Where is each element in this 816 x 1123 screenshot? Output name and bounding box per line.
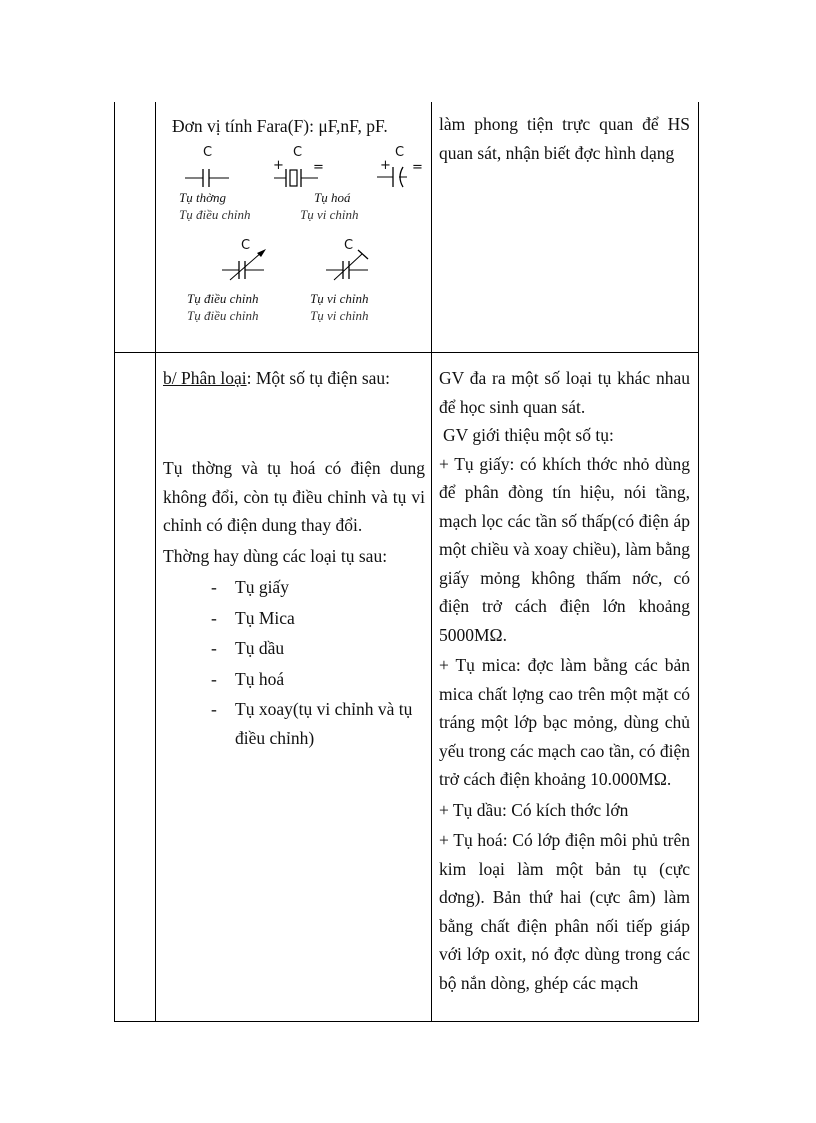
caption-trimmer: Tụ vi chỉnh: [310, 291, 369, 306]
electrolytic-capacitor-icon: [274, 166, 324, 190]
plus-sign: +: [273, 158, 284, 173]
caption-trimmer-cut: Tụ vi chỉnh: [310, 308, 369, 323]
table-row-divider: [114, 352, 699, 353]
mica-capacitor-paragraph: + Tụ mica: đợc làm bằng các bản mica chất lợng cao trên một mặt có tráng một lớp bạc mỏng, dùng chủ yếu trong các mạch cao tần, có điện trở cách điện khoảng 10.000MΩ.: [439, 655, 690, 789]
classification-heading: [163, 364, 425, 393]
list-item: - Tụ xoay(tụ vi chỉnh và tụ điều chỉnh): [211, 695, 425, 752]
c-label: C: [293, 145, 303, 160]
table-border-bottom: [114, 1021, 699, 1022]
list-item: - Tụ dầu: [211, 634, 425, 663]
plus-sign: +: [380, 158, 391, 173]
adjustable-capacitor-icon: [222, 246, 272, 282]
teacher-introduces-paragraph: GV giới thiệu một số tụ:: [443, 425, 614, 445]
table-border-right: [698, 102, 699, 1022]
table-border-left: [114, 102, 115, 1022]
c-label: C: [395, 145, 405, 160]
c-label: C: [344, 238, 354, 253]
caption-electrolytic: Tụ hoá: [314, 190, 351, 205]
c-label: C: [241, 238, 251, 253]
oil-capacitor-paragraph: + Tụ dầu: Có kích thớc lớn: [439, 799, 629, 820]
unit-text: Đơn vị tính Fara(F): μF,nF, pF.: [172, 116, 388, 136]
table-column-divider-1: [155, 102, 156, 1022]
table-column-divider-2: [431, 102, 432, 1022]
caption-normal-cut: Tụ điều chỉnh: [179, 207, 251, 222]
caption-adjustable: Tụ điều chỉnh: [187, 291, 259, 306]
minus-sign: =: [313, 160, 324, 175]
capacitor-type-list: [163, 573, 425, 752]
caption-electrolytic-cut: Tụ vi chỉnh: [300, 207, 359, 222]
minus-sign: =: [412, 160, 423, 175]
paper-capacitor-paragraph: + Tụ giấy: có khích thớc nhỏ dùng để phân đòng tín hiệu, nói tầng, mạch lọc các tần số thấp(có điện áp một chiều và xoay chiều), làm bằng giấy mỏng không thấm nớc, có điện trở cách điện lớn khoảng 5000MΩ.: [439, 453, 690, 645]
caption-normal: Tụ thờng: [179, 190, 227, 205]
list-item: - Tụ hoá: [211, 665, 425, 694]
polarized-capacitor-icon: [377, 165, 417, 191]
capacitance-paragraph: Tụ thờng và tụ hoá có điện dung không đổi, còn tụ điều chỉnh và tụ vi chỉnh có điện dung thay đổi.: [163, 458, 425, 535]
classification-heading-label: b/ Phân loại: [163, 368, 247, 388]
classification-heading-rest: : Một số tụ điện sau:: [246, 368, 391, 388]
electrolytic-capacitor-paragraph: + Tụ hoá: Có lớp điện môi phủ trên kim loại làm một bản tụ (cực dơng). Bản thứ hai (cực âm) làm bằng chất điện phân nối tiếp giáp với lớp oxit, nó đợc dùng trong các bộ nắn dòng, ghép các mạch: [439, 830, 690, 993]
caption-adjustable-cut: Tụ điều chỉnh: [187, 308, 259, 323]
trimmer-capacitor-icon: [326, 246, 376, 282]
list-item: - Tụ giấy: [211, 573, 425, 602]
c-label: C: [203, 145, 213, 160]
normal-capacitor-icon: [185, 166, 235, 190]
row2-right-text: [439, 364, 690, 1021]
capacitor-type-list-wrap: [163, 573, 425, 752]
list-item: - Tụ Mica: [211, 604, 425, 633]
common-types-intro: Thờng hay dùng các loại tụ sau:: [163, 546, 388, 566]
row1-right-text: làm phong tiện trực quan để HS quan sát, nhận biết đợc hình dạng: [439, 114, 690, 163]
teacher-shows-paragraph: GV đa ra một số loại tụ khác nhau để học sinh quan sát.: [439, 368, 690, 417]
